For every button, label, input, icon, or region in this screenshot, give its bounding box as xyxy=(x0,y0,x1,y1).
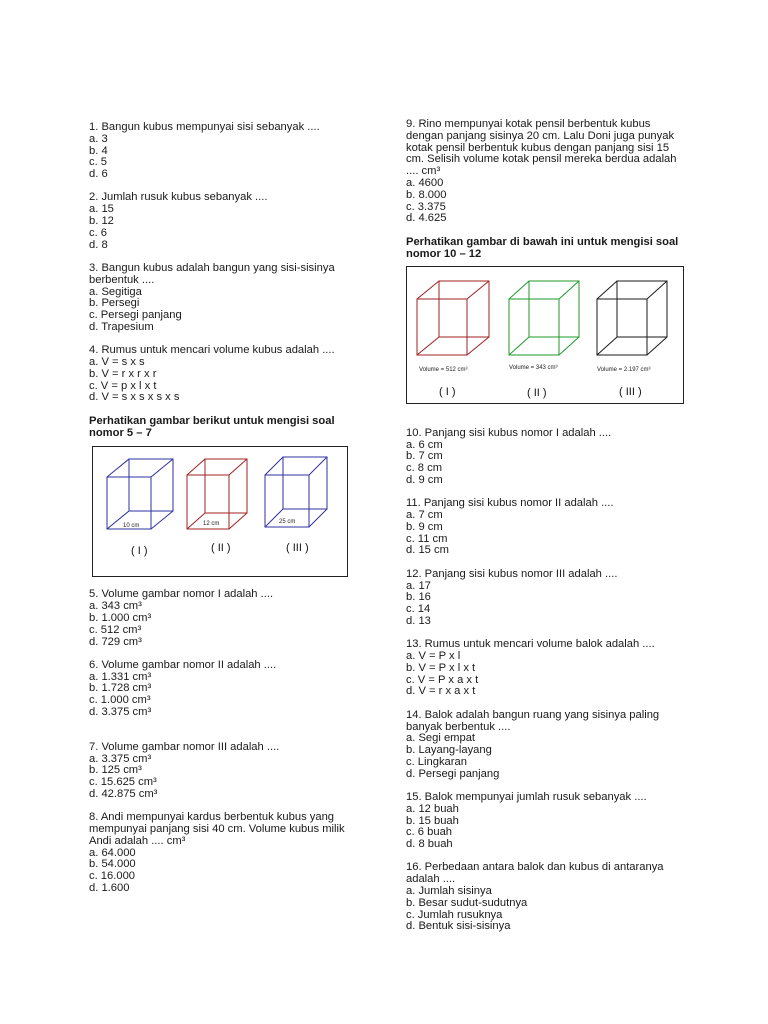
option-a: a. 3.375 cm³ xyxy=(89,752,152,765)
question-13 xyxy=(406,639,688,698)
option-d: d. 3.375 cm³ xyxy=(89,706,152,718)
option-a: a. Jumlah sisinya xyxy=(406,885,492,898)
option-a: a. Segi empat xyxy=(406,732,476,745)
question-4 xyxy=(89,345,361,404)
option-a: a. 7 cm xyxy=(406,509,443,522)
question-16 xyxy=(406,862,688,933)
option-b: b. 125 cm³ xyxy=(89,764,142,777)
question-stem: 4. Rumus untuk mencari volume kubus adalah .... xyxy=(89,344,335,357)
option-c: c. 15.625 cm³ xyxy=(89,776,157,789)
question-stem: 2. Jumlah rusuk kubus sebanyak .... xyxy=(89,191,268,204)
option-a: a. 17 xyxy=(406,579,431,592)
question-11 xyxy=(406,498,688,557)
option-c: c. 6 buah xyxy=(406,826,453,839)
cube-red xyxy=(187,459,247,529)
right-column xyxy=(406,119,688,945)
option-a: a. 343 cm³ xyxy=(89,600,142,613)
option-a: a. 64.000 xyxy=(89,846,136,859)
question-7 xyxy=(89,742,361,801)
option-d: d. Persegi panjang xyxy=(406,767,500,780)
option-b: b. V = r x r x r xyxy=(89,367,157,380)
option-d: d. 9 cm xyxy=(406,473,443,486)
option-b: b. 4 xyxy=(89,144,108,157)
option-c: c. 14 xyxy=(406,603,431,616)
cube-figure-1 xyxy=(92,446,348,577)
section-heading: Perhatikan gambar di bawah ini untuk mengisi soal nomor 10 – 12 xyxy=(406,236,679,260)
option-d: d. 729 cm³ xyxy=(89,635,142,648)
option-a: a. Segitiga xyxy=(89,285,142,298)
option-c: c. Persegi panjang xyxy=(89,309,182,322)
option-d: d. 8 xyxy=(89,238,108,251)
question-stem: 8. Andi mempunyai kardus berbentuk kubus yang mempunyai panjang sisi 40 cm. Volume kubus milik Andi adalah .... cm³ xyxy=(89,811,348,847)
option-b: b. 15 buah xyxy=(406,814,459,827)
figure-label-1: ( I ) xyxy=(439,385,456,398)
option-c: c. 11 cm xyxy=(406,532,448,545)
question-stem: 10. Panjang sisi kubus nomor I adalah .... xyxy=(406,426,612,439)
option-b: b. Besar sudut-sudutnya xyxy=(406,896,528,909)
section-heading: Perhatikan gambar berikut untuk mengisi soal nomor 5 – 7 xyxy=(89,414,335,439)
option-d: d. 42.875 cm³ xyxy=(89,787,158,800)
option-b: b. 8.000 xyxy=(406,188,447,201)
cube-blue-large xyxy=(265,457,327,527)
option-a: a. V = s x s xyxy=(89,356,145,369)
option-c: c. 16.000 xyxy=(89,870,136,883)
question-stem: 3. Bangun kubus adalah bangun yang sisi-sisinya berbentuk .... xyxy=(89,261,338,286)
option-b: b. 1.728 cm³ xyxy=(89,682,152,695)
question-stem: 1. Bangun kubus mempunyai sisi sebanyak .... xyxy=(89,121,320,133)
option-d: d. 4.625 xyxy=(406,212,447,225)
option-b: b. Persegi xyxy=(89,297,140,310)
question-5 xyxy=(89,589,361,648)
option-a: a. 15 xyxy=(89,203,114,216)
cube-caption: Volume = 343 cm³ xyxy=(509,364,558,371)
option-b: b. 16 xyxy=(406,591,431,604)
cube-red xyxy=(417,281,489,355)
question-3 xyxy=(89,263,361,334)
question-8 xyxy=(89,812,361,895)
question-15 xyxy=(406,792,688,851)
option-b: b. Layang-layang xyxy=(406,744,492,757)
option-d: d. V = r x a x t xyxy=(406,685,476,698)
question-stem: 11. Panjang sisi kubus nomor II adalah .... xyxy=(406,497,614,510)
option-c: c. 3.375 xyxy=(406,200,446,213)
option-b: b. 12 xyxy=(89,215,114,228)
cube-blue-small xyxy=(107,459,173,529)
option-b: b. V = P x l x t xyxy=(406,661,476,674)
question-stem: 15. Balok mempunyai jumlah rusuk sebanyak .... xyxy=(406,790,647,803)
option-c: c. 8 cm xyxy=(406,462,443,475)
option-a: a. 3 xyxy=(89,132,108,145)
figure-label-1: ( I ) xyxy=(131,545,148,558)
question-2 xyxy=(89,192,361,251)
figure-label-2: ( II ) xyxy=(211,542,231,555)
question-stem: 12. Panjang sisi kubus nomor III adalah .... xyxy=(406,567,618,580)
option-d: d. V = s x s x s x s xyxy=(89,391,180,404)
option-b: b. 9 cm xyxy=(406,520,443,533)
option-a: a. 4600 xyxy=(406,176,444,189)
option-c: c. V = P x a x t xyxy=(406,673,479,686)
option-c: c. Lingkaran xyxy=(406,755,467,768)
figure-label-2: ( II ) xyxy=(527,386,547,399)
question-stem: 16. Perbedaan antara balok dan kubus di antaranya adalah .... xyxy=(406,861,667,886)
question-6 xyxy=(89,660,361,719)
cube-caption: Volume = 2.197 cm³ xyxy=(597,366,651,373)
question-1 xyxy=(89,122,361,181)
option-c: c. Jumlah rusuknya xyxy=(406,908,503,921)
question-12 xyxy=(406,569,688,628)
question-stem: 13. Rumus untuk mencari volume balok adalah .... xyxy=(406,638,655,651)
option-c: c. 5 xyxy=(89,156,108,169)
question-stem: 7. Volume gambar nomor III adalah .... xyxy=(89,740,280,753)
question-stem: 14. Balok adalah bangun ruang yang sisinya paling banyak berbentuk .... xyxy=(406,708,663,733)
option-c: c. 512 cm³ xyxy=(89,623,142,636)
option-a: a. 1.331 cm³ xyxy=(89,670,152,683)
figure-label-3: ( III ) xyxy=(619,385,642,398)
option-c: c. 6 xyxy=(89,226,108,239)
option-a: a. V = P x l xyxy=(406,650,461,663)
question-stem: 9. Rino mempunyai kotak pensil berbentuk kubus dengan panjang sisinya 20 cm. Lalu Doni juga punyak kotak pensil berbentuk kubus dengan panjang sisi 15 cm. Selisih volume kotak pensil mereka berdua adalah .... cm³ xyxy=(406,118,680,178)
question-stem: 6. Volume gambar nomor II adalah .... xyxy=(89,658,277,671)
cube-drawings xyxy=(407,267,683,403)
cube-green xyxy=(509,281,579,355)
left-column xyxy=(89,122,361,906)
option-d: d. 13 xyxy=(406,614,431,627)
option-d: d. Trapesium xyxy=(89,320,154,333)
option-d: d. 6 xyxy=(89,168,108,181)
option-a: a. 12 buah xyxy=(406,802,459,815)
option-b: b. 54.000 xyxy=(89,858,136,871)
option-d: d. 15 cm xyxy=(406,544,449,557)
option-a: a. 6 cm xyxy=(406,438,443,451)
question-stem: 5. Volume gambar nomor I adalah .... xyxy=(89,588,274,601)
cube-caption: 25 cm xyxy=(279,519,296,526)
option-d: d. Bentuk sisi-sisinya xyxy=(406,920,511,933)
option-c: c. V = p x l x t xyxy=(89,379,157,392)
cube-caption: 10 cm xyxy=(123,523,140,530)
cube-caption: Volume = 512 cm³ xyxy=(419,366,468,373)
question-9 xyxy=(406,119,688,225)
figure-label-3: ( III ) xyxy=(286,542,309,555)
cube-figure-2 xyxy=(406,266,684,404)
option-d: d. 1.600 xyxy=(89,882,130,895)
question-14 xyxy=(406,710,688,781)
question-10 xyxy=(406,428,688,487)
option-b: b. 1.000 cm³ xyxy=(89,611,152,624)
option-d: d. 8 buah xyxy=(406,838,453,851)
cube-caption: 12 cm xyxy=(203,521,220,528)
option-b: b. 7 cm xyxy=(406,450,443,463)
cube-black xyxy=(597,281,667,355)
option-c: c. 1.000 cm³ xyxy=(89,694,151,707)
